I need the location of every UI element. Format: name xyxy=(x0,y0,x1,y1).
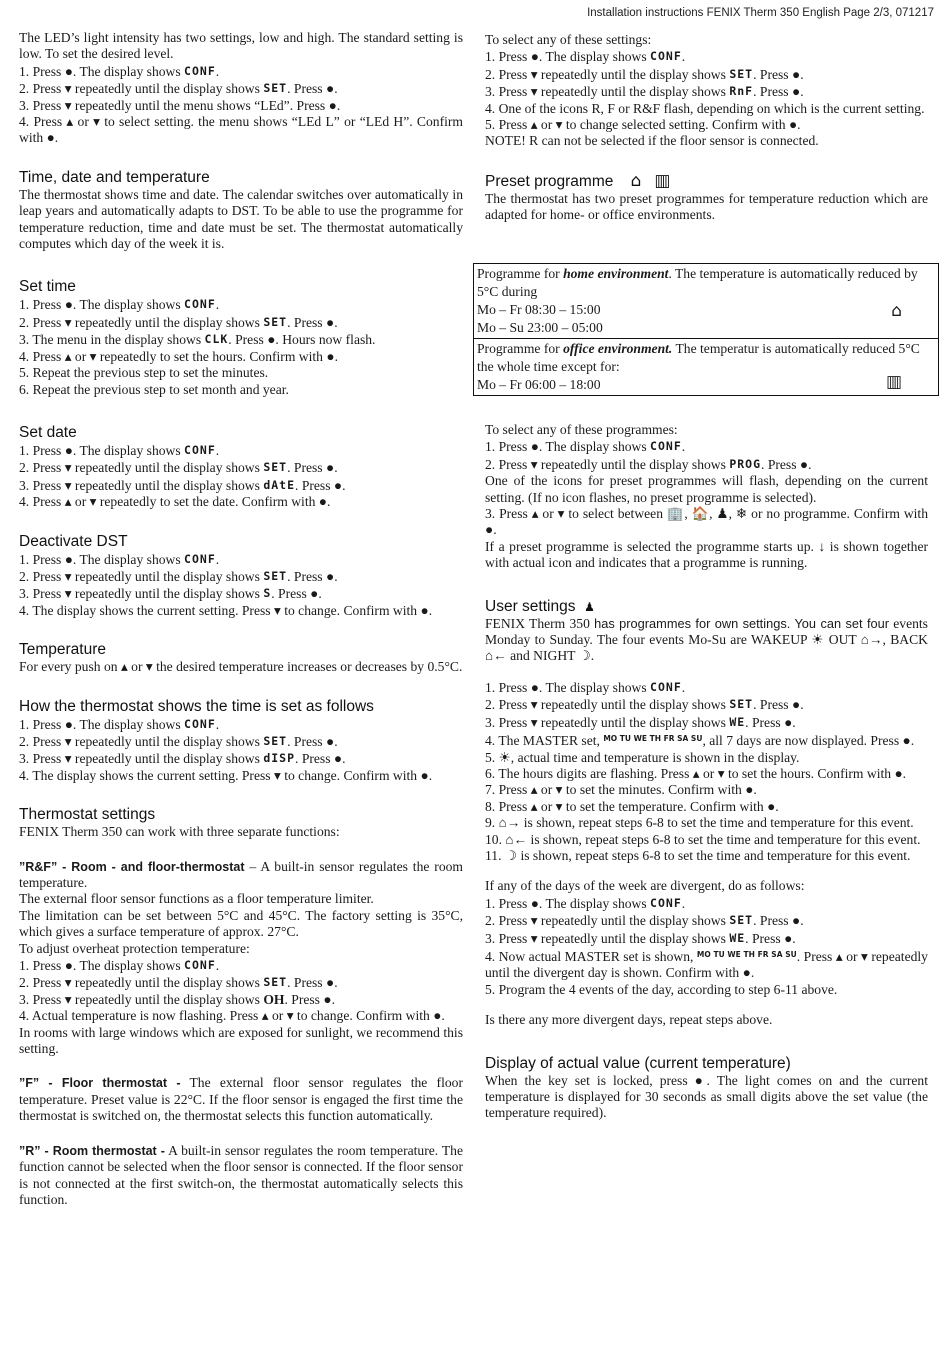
set-time-section xyxy=(19,278,463,397)
dst-section xyxy=(19,533,463,620)
office-line-1: Mo – Fr 06:00 – 18:00 xyxy=(477,377,601,392)
time-show-step-4: 4. The display shows the current setting. Press ▾ to change. Confirm with ●. xyxy=(19,767,433,783)
preset-programmes-box xyxy=(473,263,939,396)
time-date-section xyxy=(19,169,463,253)
divergent-step-5: 5. Program the 4 events of the day, according to step 6-11 above. xyxy=(485,981,838,997)
temperature-heading: Temperature xyxy=(19,641,107,659)
lcd-set: SET xyxy=(263,81,288,96)
select-prog-p1: One of the icons for preset programmes will flash, depending on the current setting. (If no icon flashes, no preset programme is selected). xyxy=(485,473,928,505)
led-step-1: 1. Press ●. The display shows CONF. xyxy=(19,63,220,79)
user-step-7: 7. Press ▴ or ▾ to set the minutes. Confirm with ●. xyxy=(485,782,757,798)
user-intro: FENIX Therm 350 has programmes for own settings. You can set four events Monday to Sunday. The four events Mo-Su are WAKEUP ☀ OUT ⌂→, BACK ⌂← and NIGHT ☽. xyxy=(485,615,928,664)
user-step-8: 8. Press ▴ or ▾ to set the temperature. Confirm with ●. xyxy=(485,798,779,814)
user-step-1: 1. Press ●. The display shows CONF. xyxy=(485,679,686,695)
divergent-step-2: 2. Press ▾ repeatedly until the display shows SET. Press ●. xyxy=(485,913,804,929)
display-value-text: When the key set is locked, press ●. The light comes on and the current temperature is displayed for 30 seconds as small digits above the set value (the temperature required). xyxy=(485,1072,928,1121)
dst-step-1: 1. Press ●. The display shows CONF. xyxy=(19,551,220,567)
time-date-heading: Time, date and temperature xyxy=(19,168,210,186)
time-show-step-3: 3. Press ▾ repeatedly until the display shows dISP. Press ●. xyxy=(19,751,346,767)
set-time-step-5: 5. Repeat the previous step to set the minutes. xyxy=(19,365,269,381)
select-note: NOTE! R can not be selected if the floor sensor is connected. xyxy=(485,133,819,149)
user-settings-heading: User settings ♟ xyxy=(485,597,595,615)
preset-heading: Preset programme ⌂ ▥ xyxy=(485,170,671,191)
select-prog-step-1: 1. Press ●. The display shows CONF. xyxy=(485,439,686,455)
days-indicator: MO TU WE TH FR SA SU xyxy=(603,734,703,744)
user-step-3: 3. Press ▾ repeatedly until the display shows WE. Press ●. xyxy=(485,714,796,730)
user-step-10: 10. ⌂← is shown, repeat steps 6-8 to set the time and temperature for this event. xyxy=(485,831,921,847)
led-intro: The LED’s light intensity has two settings, low and high. The standard setting is low. To set the desired level. xyxy=(19,30,463,62)
temperature-section xyxy=(19,641,463,675)
rf-step-4: 4. Actual temperature is now flashing. Press ▴ or ▾ to change. Confirm with ●. xyxy=(19,1008,445,1024)
select-step-5: 5. Press ▴ or ▾ to change selected setting. Confirm with ●. xyxy=(485,117,801,133)
divergent-step-3: 3. Press ▾ repeatedly until the display shows WE. Press ●. xyxy=(485,930,796,946)
right-column-top xyxy=(485,32,928,224)
set-time-step-3: 3. The menu in the display shows CLK. Press ●. Hours now flash. xyxy=(19,332,376,348)
user-icon: ♟ xyxy=(584,599,595,614)
temperature-text: For every push on ▴ or ▾ the desired temperature increases or decreases by 0.5°C. xyxy=(19,659,463,675)
user-step-6: 6. The hours digits are flashing. Press ▴ or ▾ to set the hours. Confirm with ●. xyxy=(485,765,907,781)
home-icon: ⌂ xyxy=(891,301,902,321)
user-step-9: 9. ⌂→ is shown, repeat steps 6-8 to set the time and temperature for this event. xyxy=(485,815,914,831)
display-value-heading: Display of actual value (current temperature) xyxy=(485,1054,791,1072)
time-date-text: The thermostat shows time and date. The calendar switches over automatically in leap years and automatically adapts to DST. To be able to use the programme for temperature reduction, time and date must be set. The thermostat automatically computes which day of the week it is. xyxy=(19,186,463,252)
select-step-1: 1. Press ●. The display shows CONF. xyxy=(485,49,686,65)
office-programme-icon: ▥ xyxy=(654,170,671,191)
set-time-step-1: 1. Press ●. The display shows CONF. xyxy=(19,297,220,313)
user-step-5: 5. ☀, actual time and temperature is shown in the display. xyxy=(485,749,800,765)
r-description: ”R” - Room thermostat - A built-in sensor regulates the room temperature. The function cannot be selected when the floor sensor is connected. If the floor sensor is not connected at the first switch-on, the thermostat automatically selects this function. xyxy=(19,1142,463,1207)
set-date-heading: Set date xyxy=(19,423,77,441)
lcd-disp: dISP xyxy=(263,751,296,766)
rf-description: ”R&F” - Room - and floor-thermostat – A built-in sensor regulates the room temperature. xyxy=(19,858,463,890)
divergent-intro: If any of the days of the week are divergent, do as follows: xyxy=(485,878,805,894)
time-show-section xyxy=(19,698,463,785)
rf-line-3: The limitation can be set between 5°C and 45°C. The factory setting is 35°C, which gives a surface temperature of approx. 27°C. xyxy=(19,907,463,940)
home-programme-icon: ⌂ xyxy=(630,170,642,191)
preset-text: The thermostat has two preset programmes for temperature reduction which are adapted for home- or office environments. xyxy=(485,190,928,223)
lcd-clk: CLK xyxy=(204,332,229,347)
lcd-conf: CONF xyxy=(184,63,216,78)
left-column xyxy=(19,30,463,1208)
divergent-step-1: 1. Press ●. The display shows CONF. xyxy=(485,895,686,911)
lcd-rnf: RnF xyxy=(729,84,754,99)
set-time-heading: Set time xyxy=(19,278,76,296)
set-date-step-3: 3. Press ▾ repeatedly until the display shows dAtE. Press ●. xyxy=(19,477,346,493)
set-time-step-6: 6. Repeat the previous step to set month and year. xyxy=(19,381,289,397)
select-step-3: 3. Press ▾ repeatedly until the display shows RnF. Press ●. xyxy=(485,84,804,100)
lcd-date: dAtE xyxy=(263,477,296,492)
rf-line-2: The external floor sensor functions as a floor temperature limiter. xyxy=(19,891,374,907)
led-section xyxy=(19,30,463,147)
dst-step-2: 2. Press ▾ repeatedly until the display shows SET. Press ●. xyxy=(19,568,338,584)
office-icon: ▥ xyxy=(885,372,902,392)
select-prog-step-2: 2. Press ▾ repeatedly until the display shows PROG. Press ●. xyxy=(485,456,812,472)
dst-step-4: 4. The display shows the current setting. Press ▾ to change. Confirm with ●. xyxy=(19,602,433,618)
dst-step-3: 3. Press ▾ repeatedly until the display shows S. Press ●. xyxy=(19,586,322,602)
user-step-4: 4. The MASTER set, $^{MO TU WE TH FR SA SU}$, all 7 days are now displayed. Press ●. xyxy=(485,733,915,749)
dst-heading: Deactivate DST xyxy=(19,532,128,550)
select-prog-p2: If a preset programme is selected the programme starts up. ↓ is shown together with actual icon and indicates that a programme is running. xyxy=(485,538,928,571)
divergent-step-4: 4. Now actual MASTER set is shown, $^{MO TU WE TH FR SA SU}$. Press ▴ or ▾ repeatedly until the divergent day is shown. Confirm with ●. xyxy=(485,948,928,981)
right-column-bottom xyxy=(485,422,928,1122)
led-step-2: 2. Press ▾ repeatedly until the display shows SET. Press ●. xyxy=(19,81,338,97)
time-show-step-2: 2. Press ▾ repeatedly until the display shows SET. Press ●. xyxy=(19,733,338,749)
time-show-step-1: 1. Press ●. The display shows CONF. xyxy=(19,716,220,732)
set-date-step-2: 2. Press ▾ repeatedly until the display shows SET. Press ●. xyxy=(19,460,338,476)
rf-line-4: To adjust overheat protection temperature: xyxy=(19,940,250,956)
set-date-section xyxy=(19,424,463,511)
divergent-more: Is there any more divergent days, repeat steps above. xyxy=(485,1012,773,1028)
led-step-3: 3. Press ▾ repeatedly until the menu shows “LEd”. Press ●. xyxy=(19,97,341,113)
f-description: ”F” - Floor thermostat - The external floor sensor regulates the floor temperature. Preset value is 22°C. If the floor sensor is engaged the first time the thermostat is switched on, the thermostat selects this function automatically. xyxy=(19,1075,463,1124)
time-show-heading: How the thermostat shows the time is set as follows xyxy=(19,697,374,715)
user-step-2: 2. Press ▾ repeatedly until the display shows SET. Press ●. xyxy=(485,697,804,713)
home-line-1: Mo – Fr 08:30 – 15:00 xyxy=(477,302,601,317)
set-time-step-2: 2. Press ▾ repeatedly until the display shows SET. Press ●. xyxy=(19,314,338,330)
home-line-2: Mo – Su 23:00 – 05:00 xyxy=(477,320,603,335)
select-intro: To select any of these settings: xyxy=(485,32,652,47)
thermostat-heading: Thermostat settings xyxy=(19,806,156,824)
set-date-step-4: 4. Press ▴ or ▾ repeatedly to set the date. Confirm with ●. xyxy=(19,494,331,510)
set-time-step-4: 4. Press ▴ or ▾ repeatedly to set the hours. Confirm with ●. xyxy=(19,348,338,364)
rf-step-3: 3. Press ▾ repeatedly until the display shows OH. Press ●. xyxy=(19,991,335,1007)
thermostat-intro: FENIX Therm 350 can work with three separate functions: xyxy=(19,824,340,840)
led-step-4: 4. Press ▴ or ▾ to select setting. the menu shows “LEd L” or “LEd H”. Confirm with ●. xyxy=(19,114,463,146)
page-header: Installation instructions FENIX Therm 350 English Page 2/3, 071217 xyxy=(587,7,934,19)
lcd-s: S xyxy=(263,586,272,601)
set-date-step-1: 1. Press ●. The display shows CONF. xyxy=(19,442,220,458)
office-programme: Programme for office environment. The temperatur is automatically reduced 5°C the whole time except for: Mo – Fr 06:00 – 18:00 ▥ xyxy=(474,339,938,395)
select-prog-intro: To select any of these programmes: xyxy=(485,422,678,437)
thermostat-section xyxy=(19,806,463,1208)
lcd-we: WE xyxy=(729,714,746,729)
rf-step-2: 2. Press ▾ repeatedly until the display shows SET. Press ●. xyxy=(19,975,338,991)
lcd-prog: PROG xyxy=(729,456,762,471)
rf-step-1: 1. Press ●. The display shows CONF. xyxy=(19,958,220,974)
select-step-4: 4. One of the icons R, F or R&F flash, depending on which is the current setting. xyxy=(485,100,925,116)
user-step-11: 11. ☽ is shown, repeat steps 6-8 to set the time and temperature for this event. xyxy=(485,847,911,863)
home-programme: Programme for home environment. The temperature is automatically reduced by 5°C during Mo – Fr 08:30 – 15:00 Mo – Su 23:00 – 05:00 ⌂ xyxy=(474,264,938,338)
select-step-2: 2. Press ▾ repeatedly until the display shows SET. Press ●. xyxy=(485,66,804,82)
rf-line-5: In rooms with large windows which are exposed for sunlight, we recommend this setting. xyxy=(19,1024,463,1057)
select-prog-step-3: 3. Press ▴ or ▾ to select between 🏢, 🏠, ♟, ❄ or no programme. Confirm with ●. xyxy=(485,506,928,538)
